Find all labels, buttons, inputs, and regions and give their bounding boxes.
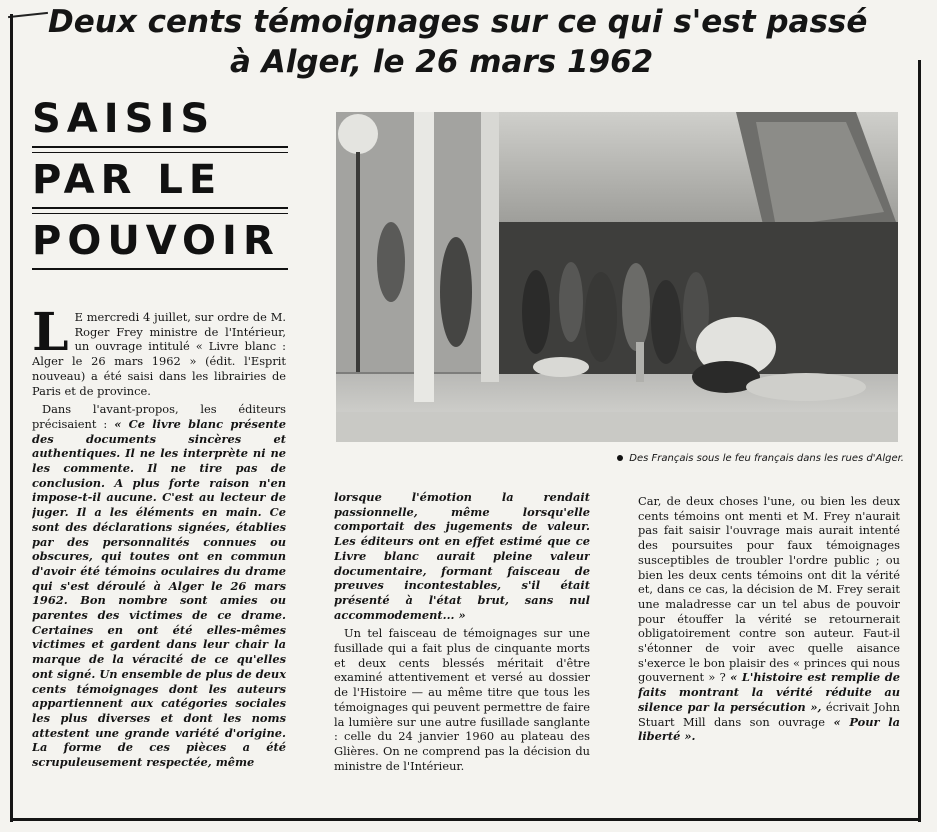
paragraph	[334, 490, 590, 622]
headline-rule	[32, 207, 288, 214]
headline-line-1: SAISIS	[32, 96, 216, 142]
paragraph-text: écrivait John Stuart Mill dans son ouvrage	[638, 699, 900, 729]
headline	[32, 96, 288, 276]
paragraph	[32, 402, 286, 770]
paragraph-text: Car, de deux choses l'une, ou bien les deux cents témoins ont menti et M. Frey n'aurait pas fait saisir l'ouvrage mais aurait intenté des poursuites pour faux témoignages susceptibles de troubler l'ordre public ; ou bien les deux cents témoins ont dit la vérité et, dans ce cas, la décision de M. Frey serait une maladresse car un tel abus de pouvoir pour étouffer la vérité se retournerait obligatoirement contre son auteur. Faut-il s'étonner de voir avec quelle aisance s'exerce le bon plaisir des « princes qui nous gouvernent » ?	[638, 494, 900, 685]
frame-rule-left	[10, 14, 13, 822]
photo-caption	[524, 453, 904, 464]
paragraph	[638, 494, 900, 744]
quoted-text: « Ce livre blanc présente des documents sincères et authentiques. Il ne les interprète ni ne les commente. Il ne tire pas de conclusion. A plus forte raison n'en impose-t-il aucune. C'est au lecteur de juger. Il a les éléments en main. Ce sont des déclarations signées, établies par des personnalités connues ou obscures, qui toutes ont en commun d'avoir été témoins oculaires du drame qui s'est déroulé à Alger le 26 mars 1962. Bon nombre sont amies ou parentes des victimes de ce drame. Certaines en ont été elles-mêmes victimes et gardent dans leur chair la marque de la véracité de ce qu'elles ont signé. Un ensemble de plus de deux cents témoignages dont les auteurs appartiennent aux catégories sociales les plus diverses et dont les noms attestent une grande variété d'origine. La forme de ces pièces a été scrupuleusement respectée, même	[32, 416, 286, 770]
paragraph-text: Un tel faisceau de témoignages sur une fusillade qui a fait plus de cinquante morts et deux cents blessés méritait d'être examiné attentivement et versé au dossier de l'Histoire — au même titre que tous les témoignages qui peuvent permettre de faire la lumière sur une autre fusillade sanglante : celle du 24 janvier 1960 au plateau des Glières. On ne comprend pas la décision du ministre de l'Intérieur.	[334, 626, 590, 773]
paragraph	[32, 310, 286, 398]
headline-line-2: PAR LE	[32, 157, 223, 203]
paragraph-text: Dans l'avant-propos, les éditeurs précisaient :	[32, 402, 286, 431]
frame-rule-right	[918, 60, 921, 822]
book-title: « Pour la liberté ».	[638, 714, 900, 744]
bullet-icon	[617, 455, 623, 461]
photo-illustration	[336, 112, 898, 442]
caption-text: Des Français sous le feu français dans les rues d'Alger.	[629, 453, 904, 464]
kicker-line-2: à Alger, le 26 mars 1962	[230, 44, 654, 80]
article-column-3	[638, 494, 900, 814]
headline-line-3: POUVOIR	[32, 218, 280, 264]
kicker-line-1: Deux cents témoignages sur ce qui s'est passé	[48, 4, 868, 40]
paragraph-text: E mercredi 4 juillet, sur ordre de M. Roger Frey ministre de l'Intérieur, un ouvrage intitulé « Livre blanc : Alger le 26 mars 1962 » (édit. l'Esprit nouveau) a été saisi dans les librairies de Paris et de province.	[32, 310, 286, 398]
drop-cap: L	[32, 310, 69, 363]
headline-rule	[32, 146, 288, 153]
article-column-1	[32, 310, 286, 806]
quoted-text: lorsque l'émotion la rendait passionnelle, même lorsqu'elle comportait des jugements de valeur. Les éditeurs ont en effet estimé que ce Livre blanc aurait pleine valeur documentaire, formant faisceau de preuves incontestables, s'il était présenté à l'état brut, sans nul accommodement... »	[334, 490, 590, 622]
frame-rule-bottom	[10, 818, 921, 821]
news-photo	[336, 112, 898, 442]
article-column-2	[334, 490, 590, 810]
paragraph	[334, 626, 590, 773]
headline-rule	[32, 268, 288, 272]
kicker-heading	[40, 2, 935, 82]
quoted-text: « L'histoire est remplie de faits montrant la vérité réduite au silence par la persécution »,	[638, 670, 900, 714]
